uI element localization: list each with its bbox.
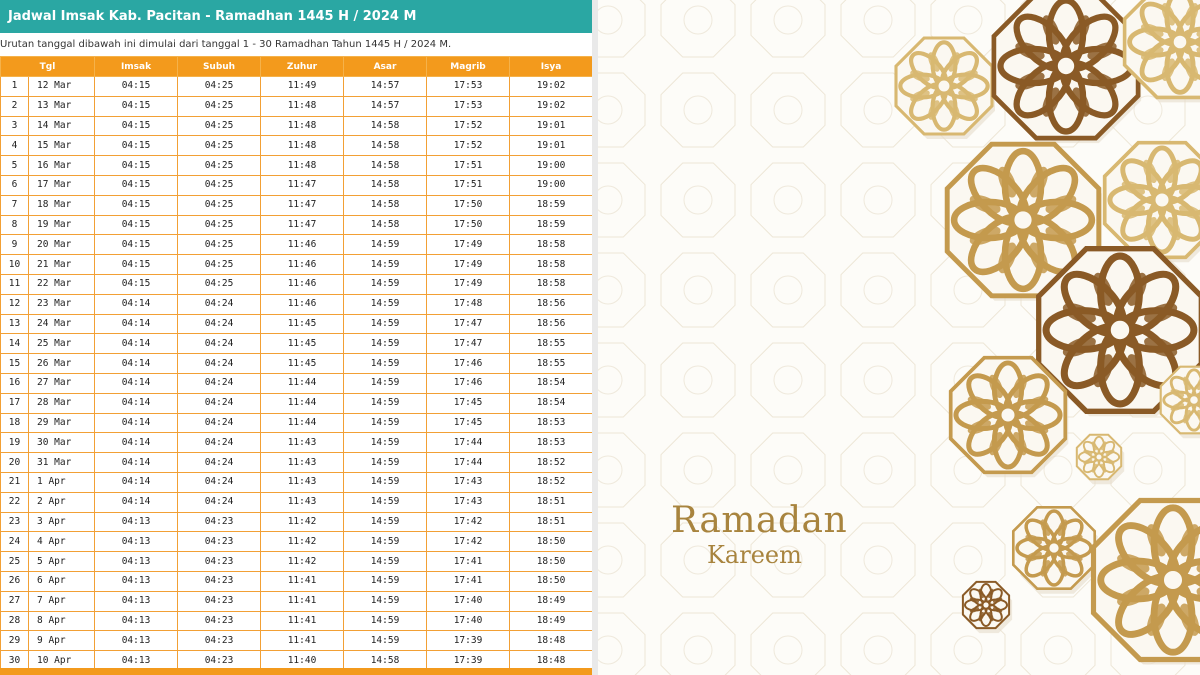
cell-zuhur: 11:43 [261,492,344,512]
cell-isya: 19:01 [510,136,593,156]
cell-tgl: 16 Mar [29,156,95,176]
column-header-tgl: Tgl [1,57,95,77]
column-header-zuhur: Zuhur [261,57,344,77]
cell-no: 4 [1,136,29,156]
table-row [1,512,593,532]
table-row [1,334,593,354]
table-row [1,472,593,492]
cell-no: 28 [1,611,29,631]
table-row [1,215,593,235]
cell-magrib: 17:40 [427,591,510,611]
cell-zuhur: 11:43 [261,453,344,473]
cell-magrib: 17:44 [427,433,510,453]
table-row [1,77,593,97]
cell-asar: 14:59 [344,552,427,572]
cell-isya: 19:02 [510,77,593,97]
cell-zuhur: 11:48 [261,116,344,136]
cell-isya: 18:52 [510,453,593,473]
table-row [1,393,593,413]
table-row [1,532,593,552]
octagon-rosette-icon [951,358,1069,478]
page-title: Jadwal Imsak Kab. Pacitan - Ramadhan 1445 H / 2024 M [8,9,417,24]
cell-no: 1 [1,77,29,97]
cell-no: 19 [1,433,29,453]
cell-isya: 19:00 [510,156,593,176]
cell-isya: 18:49 [510,611,593,631]
table-row [1,433,593,453]
cell-subuh: 04:25 [178,215,261,235]
cell-magrib: 17:39 [427,631,510,651]
cell-subuh: 04:23 [178,631,261,651]
table-row [1,373,593,393]
cell-isya: 18:55 [510,334,593,354]
cell-isya: 18:49 [510,591,593,611]
cell-isya: 18:51 [510,512,593,532]
cell-subuh: 04:23 [178,532,261,552]
cell-isya: 18:55 [510,354,593,374]
table-row [1,571,593,591]
cell-isya: 18:54 [510,373,593,393]
cell-tgl: 5 Apr [29,552,95,572]
cell-magrib: 17:43 [427,492,510,512]
cell-isya: 18:58 [510,274,593,294]
cell-isya: 18:48 [510,631,593,651]
table-row [1,195,593,215]
cell-magrib: 17:49 [427,235,510,255]
cell-no: 3 [1,116,29,136]
cell-asar: 14:58 [344,136,427,156]
cell-isya: 18:58 [510,235,593,255]
cell-no: 5 [1,156,29,176]
column-header-subuh: Subuh [178,57,261,77]
cell-isya: 18:58 [510,255,593,275]
cell-asar: 14:59 [344,433,427,453]
cell-asar: 14:58 [344,651,427,671]
table-row [1,116,593,136]
cell-subuh: 04:25 [178,77,261,97]
cell-asar: 14:59 [344,274,427,294]
cell-subuh: 04:24 [178,334,261,354]
cell-subuh: 04:24 [178,354,261,374]
cell-tgl: 26 Mar [29,354,95,374]
cell-magrib: 17:52 [427,136,510,156]
cell-no: 25 [1,552,29,572]
cell-subuh: 04:24 [178,393,261,413]
cell-isya: 18:53 [510,433,593,453]
cell-magrib: 17:52 [427,116,510,136]
cell-subuh: 04:23 [178,591,261,611]
cell-no: 9 [1,235,29,255]
column-header-magrib: Magrib [427,57,510,77]
cell-imsak: 04:15 [95,96,178,116]
cell-magrib: 17:49 [427,274,510,294]
cell-imsak: 04:15 [95,156,178,176]
cell-tgl: 19 Mar [29,215,95,235]
cell-subuh: 04:24 [178,492,261,512]
cell-tgl: 1 Apr [29,472,95,492]
cell-subuh: 04:23 [178,651,261,671]
table-row [1,413,593,433]
cell-tgl: 13 Mar [29,96,95,116]
cell-tgl: 31 Mar [29,453,95,473]
cell-magrib: 17:46 [427,373,510,393]
cell-magrib: 17:49 [427,255,510,275]
cell-tgl: 10 Apr [29,651,95,671]
cell-zuhur: 11:41 [261,611,344,631]
cell-asar: 14:59 [344,611,427,631]
cell-zuhur: 11:46 [261,235,344,255]
cell-asar: 14:59 [344,472,427,492]
cell-zuhur: 11:40 [261,651,344,671]
cell-subuh: 04:24 [178,472,261,492]
cell-zuhur: 11:46 [261,274,344,294]
table-row [1,274,593,294]
cell-subuh: 04:24 [178,294,261,314]
octagon-rosette-icon [1094,501,1200,665]
cell-imsak: 04:15 [95,77,178,97]
cell-no: 16 [1,373,29,393]
cell-tgl: 28 Mar [29,393,95,413]
cell-subuh: 04:24 [178,373,261,393]
cell-no: 10 [1,255,29,275]
cell-imsak: 04:13 [95,651,178,671]
schedule-panel [0,0,598,675]
cell-magrib: 17:50 [427,195,510,215]
table-row [1,156,593,176]
cell-asar: 14:59 [344,512,427,532]
cell-magrib: 17:47 [427,314,510,334]
cell-magrib: 17:44 [427,453,510,473]
greeting-subtitle: Kareem [707,541,802,569]
cell-no: 17 [1,393,29,413]
cell-asar: 14:59 [344,631,427,651]
cell-asar: 14:57 [344,96,427,116]
cell-zuhur: 11:45 [261,354,344,374]
cell-imsak: 04:15 [95,255,178,275]
cell-zuhur: 11:41 [261,591,344,611]
cell-zuhur: 11:44 [261,393,344,413]
cell-magrib: 17:47 [427,334,510,354]
cell-tgl: 24 Mar [29,314,95,334]
cell-asar: 14:59 [344,571,427,591]
cell-imsak: 04:14 [95,433,178,453]
cell-no: 2 [1,96,29,116]
cell-subuh: 04:25 [178,136,261,156]
cell-tgl: 7 Apr [29,591,95,611]
cell-magrib: 17:50 [427,215,510,235]
cell-isya: 18:51 [510,492,593,512]
cell-imsak: 04:13 [95,552,178,572]
cell-subuh: 04:25 [178,96,261,116]
cell-imsak: 04:14 [95,472,178,492]
cell-zuhur: 11:47 [261,175,344,195]
cell-no: 26 [1,571,29,591]
octagon-rosette-icon [1105,143,1200,263]
cell-subuh: 04:25 [178,235,261,255]
cell-zuhur: 11:47 [261,215,344,235]
cell-imsak: 04:14 [95,413,178,433]
table-row [1,453,593,473]
cell-no: 13 [1,314,29,334]
cell-asar: 14:58 [344,156,427,176]
cell-tgl: 25 Mar [29,334,95,354]
cell-tgl: 14 Mar [29,116,95,136]
cell-zuhur: 11:41 [261,631,344,651]
cell-magrib: 17:39 [427,651,510,671]
cell-zuhur: 11:45 [261,334,344,354]
cell-imsak: 04:15 [95,136,178,156]
cell-tgl: 12 Mar [29,77,95,97]
cell-subuh: 04:24 [178,314,261,334]
cell-tgl: 3 Apr [29,512,95,532]
cell-magrib: 17:51 [427,156,510,176]
header-bar [0,0,592,33]
octagon-rosette-icon [896,38,995,139]
cell-isya: 18:59 [510,215,593,235]
cell-imsak: 04:14 [95,373,178,393]
cell-asar: 14:58 [344,175,427,195]
cell-imsak: 04:13 [95,611,178,631]
cell-subuh: 04:23 [178,571,261,591]
cell-imsak: 04:14 [95,334,178,354]
cell-imsak: 04:15 [95,195,178,215]
table-row [1,175,593,195]
cell-tgl: 21 Mar [29,255,95,275]
cell-zuhur: 11:43 [261,433,344,453]
cell-imsak: 04:14 [95,393,178,413]
cell-no: 23 [1,512,29,532]
cell-magrib: 17:45 [427,413,510,433]
cell-isya: 18:50 [510,552,593,572]
cell-subuh: 04:25 [178,274,261,294]
cell-imsak: 04:14 [95,492,178,512]
cell-imsak: 04:14 [95,354,178,374]
cell-tgl: 9 Apr [29,631,95,651]
cell-asar: 14:59 [344,492,427,512]
cell-asar: 14:59 [344,393,427,413]
cell-subuh: 04:25 [178,195,261,215]
table-row [1,255,593,275]
cell-magrib: 17:42 [427,512,510,532]
cell-asar: 14:59 [344,532,427,552]
cell-imsak: 04:14 [95,453,178,473]
cell-zuhur: 11:45 [261,314,344,334]
column-header-isya: Isya [510,57,593,77]
cell-isya: 18:50 [510,532,593,552]
cell-magrib: 17:48 [427,294,510,314]
cell-no: 18 [1,413,29,433]
cell-subuh: 04:24 [178,433,261,453]
table-row [1,136,593,156]
cell-tgl: 8 Apr [29,611,95,631]
cell-imsak: 04:13 [95,532,178,552]
cell-asar: 14:59 [344,453,427,473]
cell-subuh: 04:24 [178,413,261,433]
cell-tgl: 22 Mar [29,274,95,294]
cell-magrib: 17:51 [427,175,510,195]
cell-isya: 19:02 [510,96,593,116]
cell-asar: 14:59 [344,255,427,275]
cell-magrib: 17:40 [427,611,510,631]
greeting-title: Ramadan [671,500,848,541]
cell-asar: 14:59 [344,334,427,354]
cell-subuh: 04:23 [178,611,261,631]
cell-tgl: 30 Mar [29,433,95,453]
cell-isya: 19:01 [510,116,593,136]
imsak-schedule-table [0,56,593,671]
cell-zuhur: 11:49 [261,77,344,97]
cell-imsak: 04:13 [95,631,178,651]
cell-zuhur: 11:48 [261,96,344,116]
cell-subuh: 04:25 [178,255,261,275]
table-row [1,294,593,314]
cell-asar: 14:59 [344,235,427,255]
table-row [1,552,593,572]
ramadan-kareem-banner [598,0,1200,675]
cell-magrib: 17:42 [427,532,510,552]
cell-tgl: 27 Mar [29,373,95,393]
octagon-rosette-icon [963,582,1012,633]
cell-isya: 18:52 [510,472,593,492]
cell-imsak: 04:15 [95,116,178,136]
cell-tgl: 15 Mar [29,136,95,156]
cell-asar: 14:59 [344,314,427,334]
cell-isya: 18:56 [510,294,593,314]
cell-isya: 18:48 [510,651,593,671]
cell-zuhur: 11:42 [261,512,344,532]
cell-isya: 18:59 [510,195,593,215]
cell-subuh: 04:24 [178,453,261,473]
octagon-rosette-icon [1077,435,1124,484]
cell-isya: 18:50 [510,571,593,591]
cell-no: 20 [1,453,29,473]
cell-asar: 14:59 [344,591,427,611]
cell-no: 7 [1,195,29,215]
cell-tgl: 29 Mar [29,413,95,433]
cell-no: 24 [1,532,29,552]
cell-zuhur: 11:43 [261,472,344,492]
cell-tgl: 6 Apr [29,571,95,591]
cell-subuh: 04:25 [178,116,261,136]
cell-zuhur: 11:44 [261,373,344,393]
table-row [1,631,593,651]
table-footer-strip [0,668,592,675]
cell-isya: 18:53 [510,413,593,433]
cell-imsak: 04:15 [95,215,178,235]
table-row [1,591,593,611]
cell-no: 6 [1,175,29,195]
cell-no: 15 [1,354,29,374]
cell-asar: 14:59 [344,294,427,314]
cell-zuhur: 11:41 [261,571,344,591]
cell-asar: 14:59 [344,413,427,433]
schedule-description: Urutan tanggal dibawah ini dimulai dari tanggal 1 - 30 Ramadhan Tahun 1445 H / 2024 M. [0,39,452,50]
cell-magrib: 17:45 [427,393,510,413]
cell-isya: 18:56 [510,314,593,334]
cell-imsak: 04:15 [95,274,178,294]
cell-magrib: 17:53 [427,77,510,97]
cell-tgl: 23 Mar [29,294,95,314]
cell-tgl: 20 Mar [29,235,95,255]
table-row [1,235,593,255]
cell-imsak: 04:14 [95,294,178,314]
cell-zuhur: 11:42 [261,532,344,552]
cell-magrib: 17:43 [427,472,510,492]
column-header-imsak: Imsak [95,57,178,77]
column-header-asar: Asar [344,57,427,77]
cell-tgl: 4 Apr [29,532,95,552]
cell-isya: 18:54 [510,393,593,413]
cell-no: 11 [1,274,29,294]
cell-magrib: 17:41 [427,552,510,572]
cell-subuh: 04:25 [178,175,261,195]
cell-zuhur: 11:46 [261,294,344,314]
cell-tgl: 17 Mar [29,175,95,195]
cell-no: 21 [1,472,29,492]
cell-imsak: 04:14 [95,314,178,334]
cell-asar: 14:59 [344,354,427,374]
cell-imsak: 04:15 [95,235,178,255]
cell-tgl: 2 Apr [29,492,95,512]
ornament-pattern [598,0,1200,675]
cell-magrib: 17:53 [427,96,510,116]
cell-no: 27 [1,591,29,611]
cell-imsak: 04:15 [95,175,178,195]
table-row [1,492,593,512]
cell-asar: 14:58 [344,195,427,215]
cell-imsak: 04:13 [95,571,178,591]
cell-asar: 14:58 [344,116,427,136]
table-row [1,314,593,334]
cell-no: 12 [1,294,29,314]
cell-asar: 14:59 [344,373,427,393]
cell-zuhur: 11:42 [261,552,344,572]
table-row [1,611,593,631]
cell-zuhur: 11:46 [261,255,344,275]
cell-isya: 19:00 [510,175,593,195]
table-header-row [1,57,593,77]
cell-subuh: 04:25 [178,156,261,176]
cell-subuh: 04:23 [178,512,261,532]
cell-asar: 14:58 [344,215,427,235]
cell-no: 22 [1,492,29,512]
cell-tgl: 18 Mar [29,195,95,215]
cell-subuh: 04:23 [178,552,261,572]
cell-zuhur: 11:48 [261,136,344,156]
cell-magrib: 17:41 [427,571,510,591]
cell-imsak: 04:13 [95,591,178,611]
table-row [1,96,593,116]
cell-zuhur: 11:44 [261,413,344,433]
octagon-rosette-icon [994,0,1141,143]
table-row [1,354,593,374]
cell-magrib: 17:46 [427,354,510,374]
cell-zuhur: 11:47 [261,195,344,215]
cell-no: 14 [1,334,29,354]
cell-no: 8 [1,215,29,235]
cell-zuhur: 11:48 [261,156,344,176]
cell-asar: 14:57 [344,77,427,97]
cell-no: 30 [1,651,29,671]
cell-no: 29 [1,631,29,651]
cell-imsak: 04:13 [95,512,178,532]
